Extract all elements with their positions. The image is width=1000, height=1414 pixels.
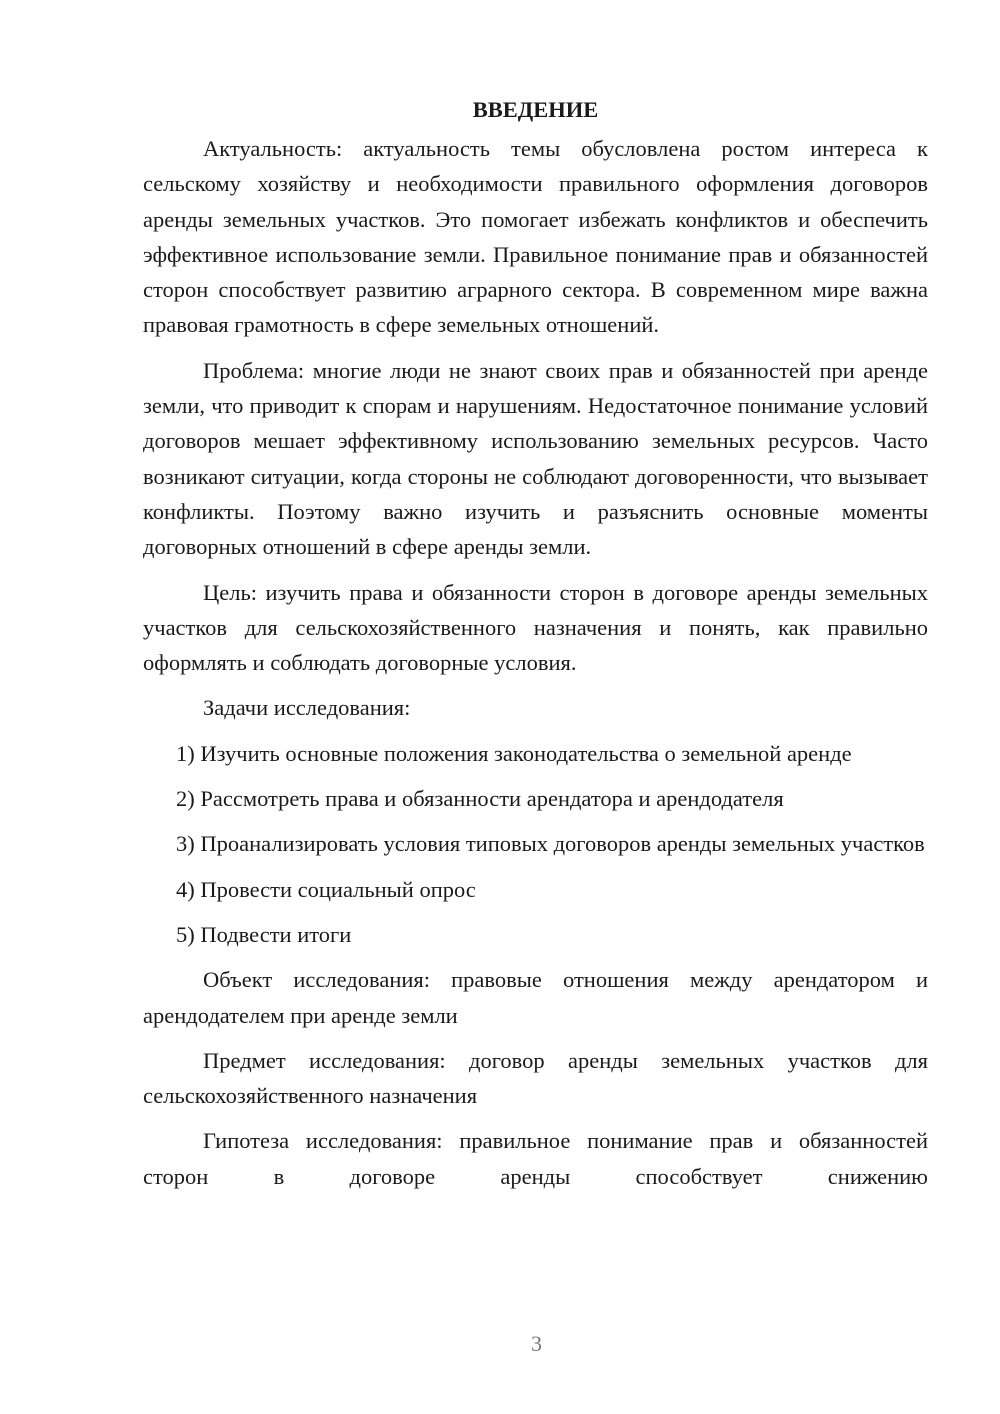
task-item-3: 3) Проанализировать условия типовых договоров аренды земельных участков bbox=[176, 831, 925, 857]
tasks-heading: Задачи исследования: bbox=[203, 695, 411, 721]
task-item-4: 4) Провести социальный опрос bbox=[176, 876, 476, 902]
relevance-paragraph: Актуальность: актуальность темы обусловлена ростом интереса к сельскому хозяйству и необходимости правильного оформления договоров аренды земельных участков. Это помогает избежать конфликтов и обеспечить эффективное использование земли. Правильное понимание прав и обязанностей сторон способствует развитию аграрного сектора. В современном мире важна правовая грамотность в сфере земельных отношений. bbox=[143, 136, 928, 338]
task-item-2: 2) Рассмотреть права и обязанности арендатора и арендодателя bbox=[176, 786, 784, 812]
task-item-5: 5) Подвести итоги bbox=[176, 921, 352, 947]
goal-paragraph: Цель: изучить права и обязанности сторон в договоре аренды земельных участков для сельскохозяйственного назначения и понять, как правильно оформлять и соблюдать договорные условия. bbox=[143, 579, 928, 676]
problem-paragraph: Проблема: многие люди не знают своих прав и обязанностей при аренде земли, что приводит к спорам и нарушениям. Недостаточное понимание условий договоров мешает эффективному использованию земельных ресурсов. Часто возникают ситуации, когда стороны не соблюдают договоренности, что вызывает конфликты. Поэтому важно изучить и разъяснить основные моменты договорных отношений в сфере аренды земли. bbox=[143, 357, 928, 560]
page-body bbox=[143, 92, 928, 1204]
task-item-1: 1) Изучить основные положения законодательства о земельной аренде bbox=[176, 740, 852, 766]
object-paragraph: Объект исследования: правовые отношения между арендатором и арендодателем при аренде земли bbox=[143, 967, 928, 1028]
section-title: ВВЕДЕНИЕ bbox=[472, 97, 599, 122]
hypothesis-paragraph: Гипотеза исследования: правильное понимание прав и обязанностей сторон в договоре аренды способствует снижению bbox=[143, 1128, 928, 1189]
page-number: 3 bbox=[531, 1331, 542, 1356]
subject-paragraph: Предмет исследования: договор аренды земельных участков для сельскохозяйственного назначения bbox=[143, 1047, 928, 1109]
